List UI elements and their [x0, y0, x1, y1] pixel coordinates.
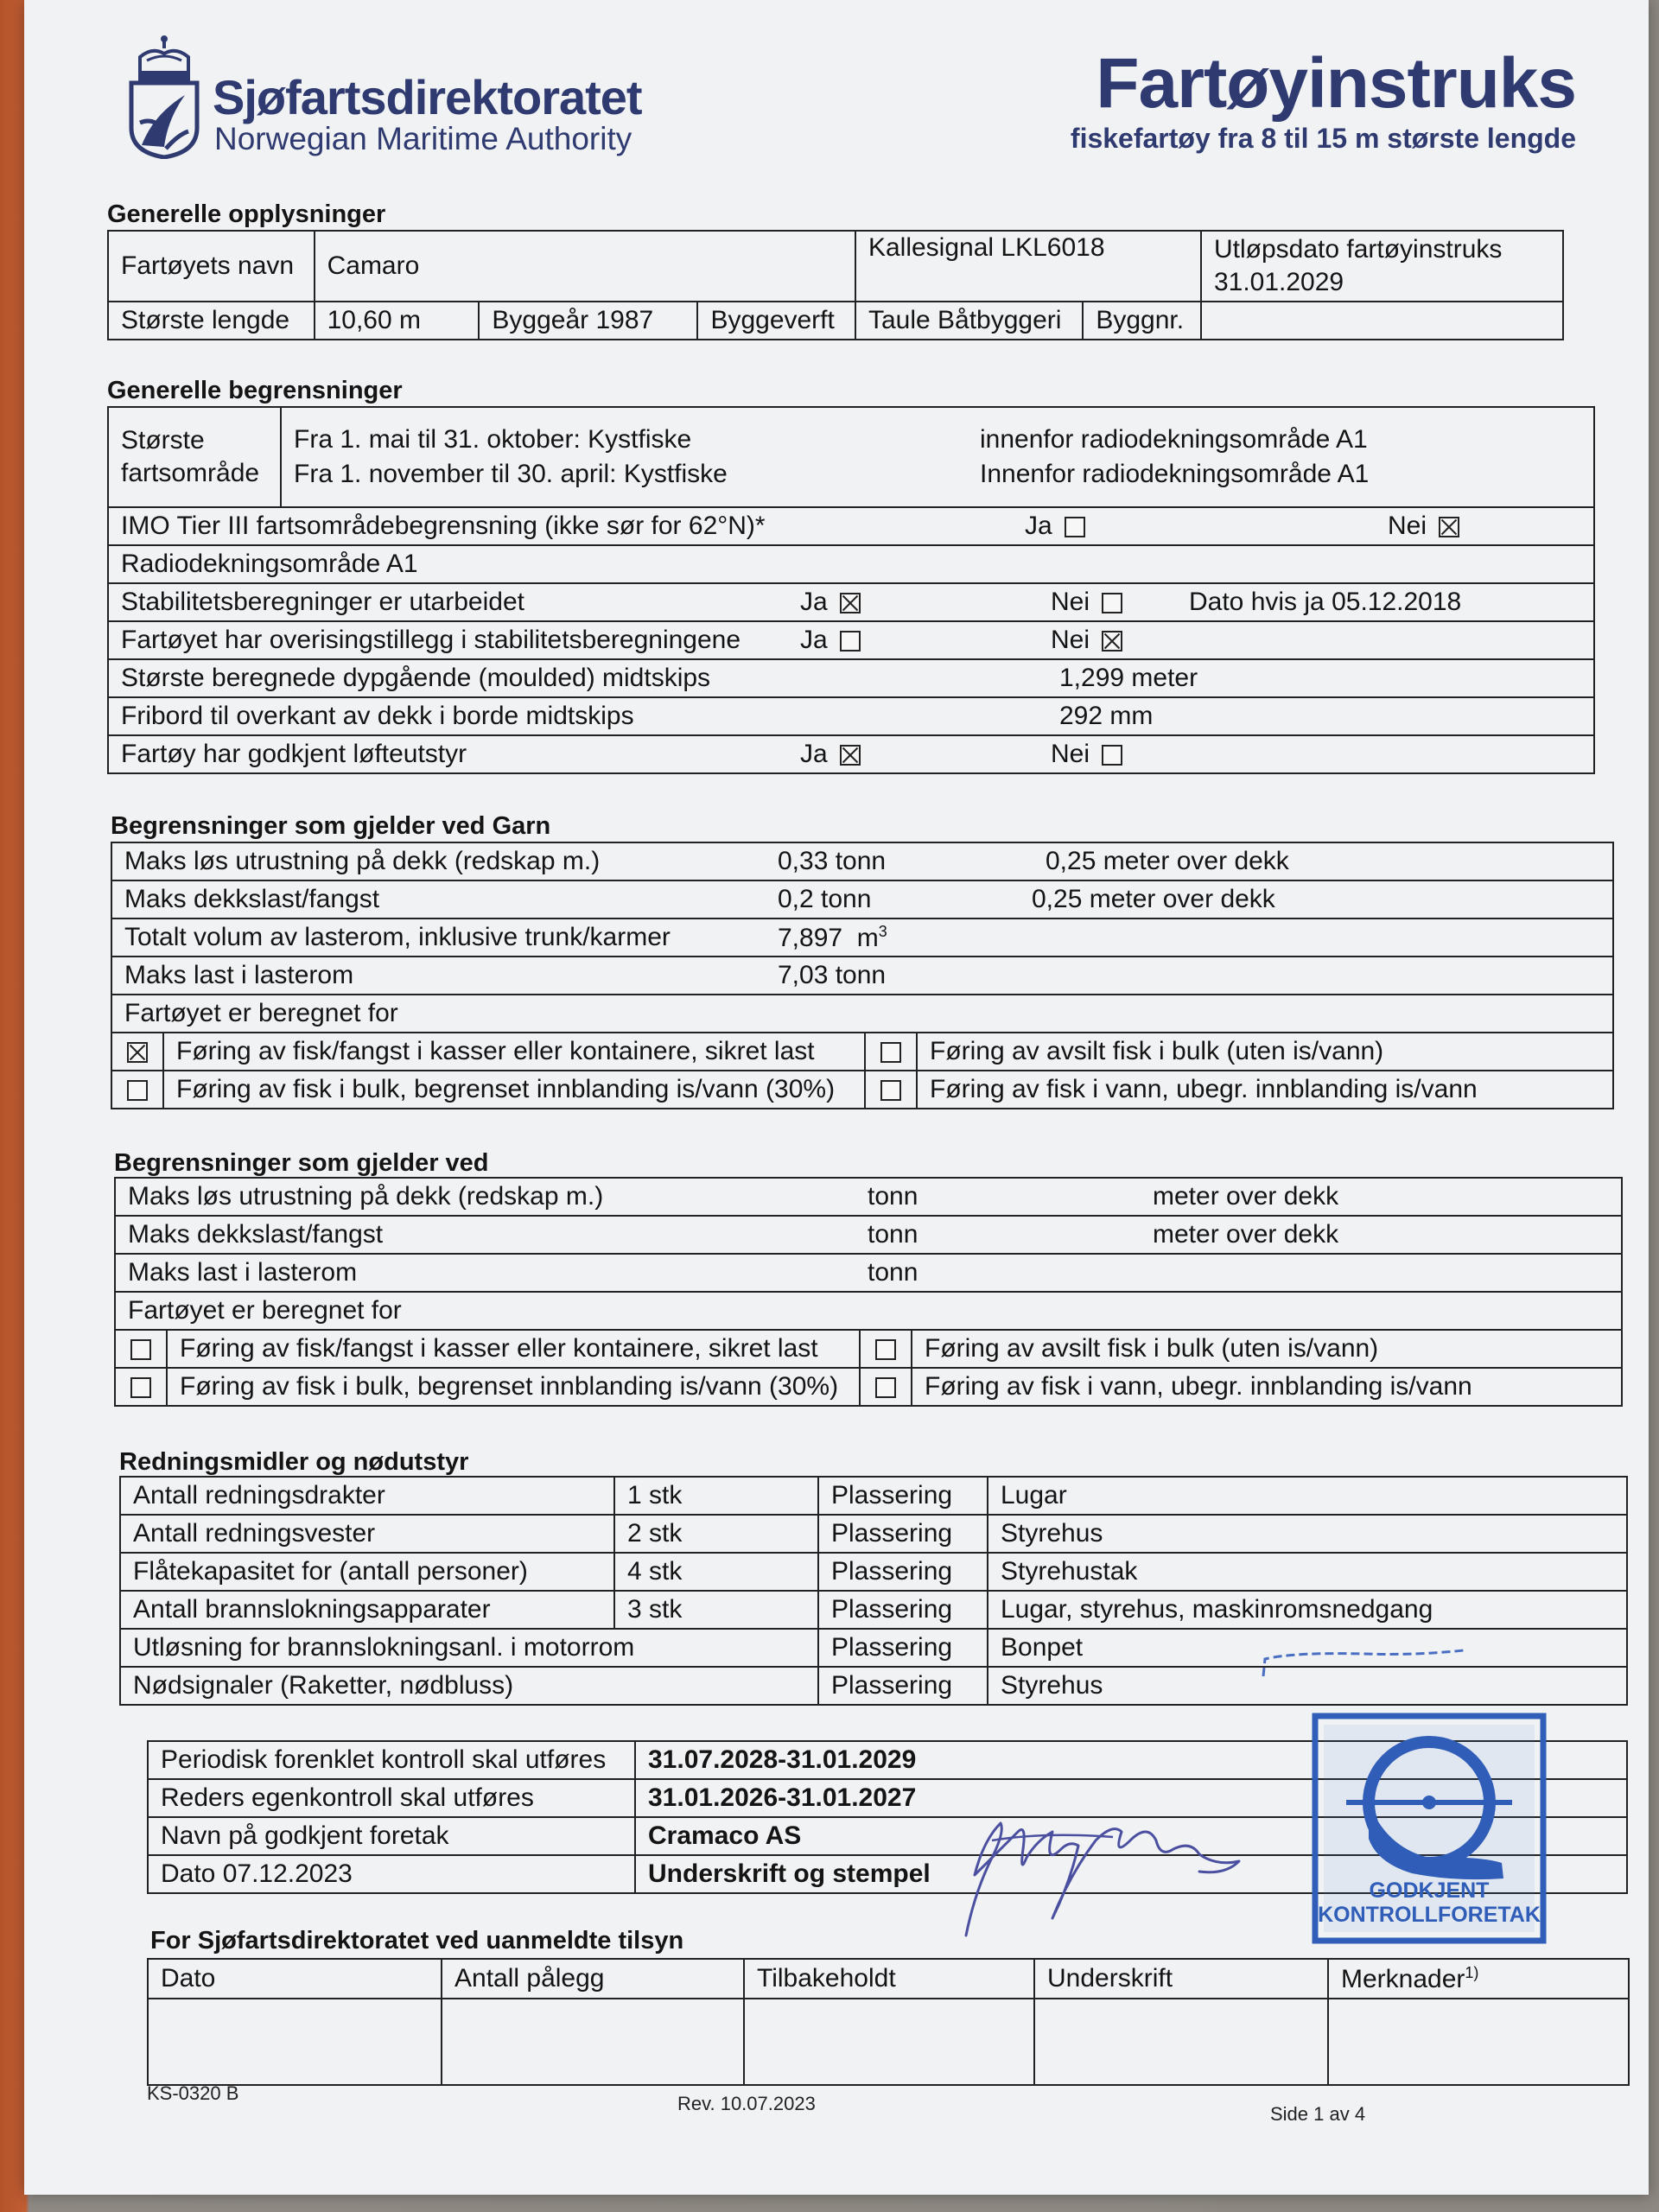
- org-name: Sjøfartsdirektoratet: [213, 70, 642, 124]
- other-hold-row: [115, 1254, 1622, 1292]
- garn-opt2-checkbox[interactable]: [880, 1042, 901, 1063]
- col-remarks-text: Merknader: [1341, 1964, 1465, 1993]
- rescue-placement-label: Plassering: [818, 1591, 988, 1629]
- area-line-2-right: Innenfor radiodekningsområde A1: [980, 460, 1370, 488]
- yard-label: Byggeverft: [697, 302, 855, 340]
- garn-deck-label: Maks dekkslast/fangst: [124, 885, 380, 913]
- length-label: Største lengde: [108, 302, 315, 340]
- icing-nei: [1051, 626, 1122, 655]
- section-title-other: Begrensninger som gjelder ved: [114, 1149, 489, 1177]
- section-title-garn: Begrensninger som gjelder ved Garn: [111, 812, 551, 840]
- document-title: Fartøyinstruks: [1096, 44, 1576, 123]
- rescue-placement-label: Plassering: [818, 1515, 988, 1553]
- garn-opt3-checkbox[interactable]: [127, 1080, 148, 1101]
- build-number-value: [1201, 302, 1563, 340]
- stamp-line-1: GODKJENT: [1369, 1878, 1490, 1903]
- build-number-label: Byggnr.: [1083, 302, 1201, 340]
- periodic-label: Periodisk forenklet kontroll skal utføres: [148, 1741, 635, 1779]
- other-limits-table: [114, 1177, 1623, 1407]
- vessel-name-value: Camaro: [315, 231, 855, 302]
- periodic-value: 31.07.2028-31.01.2029: [635, 1741, 1627, 1779]
- rescue-row: [120, 1515, 1627, 1553]
- col-signature: Underskrift: [1034, 1959, 1328, 1999]
- icing-nei-checkbox[interactable]: [1102, 631, 1122, 652]
- rescue-place: Lugar, styrehus, maskinromsnedgang: [988, 1591, 1627, 1629]
- imo-ja: [1025, 512, 1085, 541]
- lifting-nei: [1051, 740, 1122, 769]
- garn-opt1-label: Føring av fisk/fangst i kasser eller kontainere, sikret last: [163, 1033, 865, 1071]
- garn-hold-label: Maks last i lasterom: [124, 961, 354, 989]
- lifting-ja-checkbox[interactable]: [840, 745, 861, 766]
- lifting-ja: [800, 740, 861, 769]
- stability-label: Stabilitetsberegninger er utarbeidet: [121, 588, 524, 616]
- stability-ja-checkbox[interactable]: [840, 593, 861, 613]
- rescue-count: 4 stk: [614, 1553, 818, 1591]
- company-value: Cramaco AS: [635, 1817, 1627, 1855]
- area-line-1: [294, 423, 1581, 457]
- general-limits-table: [107, 406, 1595, 774]
- other-deck-label: Maks dekkslast/fangst: [128, 1220, 384, 1249]
- lifting-nei-label: Nei: [1051, 740, 1090, 768]
- section-title-inspection: For Sjøfartsdirektoratet ved uanmeldte tilsyn: [150, 1927, 684, 1955]
- rescue-row: [120, 1477, 1627, 1515]
- garn-loose-tonn: 0,33 tonn: [778, 847, 887, 875]
- other-opt1-label: Føring av fisk/fangst i kasser eller kontainere, sikret last: [167, 1330, 860, 1368]
- other-hold-label: Maks last i lasterom: [128, 1258, 358, 1287]
- rescue-label: Antall redningsdrakter: [120, 1477, 614, 1515]
- garn-loose-label: Maks løs utrustning på dekk (redskap m.): [124, 847, 601, 875]
- other-opt4-cell: [860, 1368, 912, 1406]
- section-title-rescue: Redningsmidler og nødutstyr: [119, 1448, 469, 1476]
- garn-loose-height: 0,25 meter over dekk: [1046, 847, 1289, 875]
- other-opt4-label: Føring av fisk i vann, ubegr. innblanding is/vann: [912, 1368, 1622, 1406]
- area-line-2-text: Fra 1. november til 30. april: Kystfiske: [294, 460, 728, 488]
- expiry-date: 31.01.2029: [1213, 268, 1344, 296]
- general-info-table: [107, 230, 1564, 340]
- freeboard-value: 292 mm: [1059, 702, 1154, 730]
- col-remarks: [1328, 1959, 1629, 1999]
- draught-value: 1,299 meter: [1059, 664, 1198, 692]
- imo-ja-label: Ja: [1025, 512, 1052, 540]
- stability-date: Dato hvis ja 05.12.2018: [1189, 588, 1462, 616]
- other-hold-tonn: tonn: [868, 1258, 918, 1287]
- rescue-place: Styrehustak: [988, 1553, 1627, 1591]
- org-subtitle: Norwegian Maritime Authority: [214, 121, 632, 156]
- other-loose-tonn: tonn: [868, 1182, 918, 1211]
- other-opt2-label: Føring av avsilt fisk i bulk (uten is/vann): [912, 1330, 1622, 1368]
- draught-row: [108, 659, 1594, 697]
- icing-ja-label: Ja: [800, 626, 828, 654]
- document-subtitle: fiskefartøy fra 8 til 15 m største lengde: [1070, 123, 1576, 154]
- expiry-cell: [1201, 231, 1563, 302]
- emblem-icon: [128, 79, 200, 159]
- other-loose-row: [115, 1178, 1622, 1216]
- col-held: Tilbakeholdt: [744, 1959, 1034, 1999]
- rescue-placement-label: Plassering: [818, 1667, 988, 1705]
- document-page: [24, 0, 1649, 2195]
- area-label-line-2: fartsområde: [121, 459, 260, 487]
- length-value: 10,60 m: [315, 302, 480, 340]
- garn-opt2-cell: [865, 1033, 917, 1071]
- other-opt1-checkbox[interactable]: [130, 1339, 151, 1360]
- section-title-general-limits: Generelle begrensninger: [107, 377, 403, 404]
- signals-place: Styrehus: [988, 1667, 1627, 1705]
- rescue-count: 2 stk: [614, 1515, 818, 1553]
- stability-ja: [800, 588, 861, 617]
- control-date: Dato 07.12.2023: [148, 1855, 635, 1893]
- garn-volume-unit: m: [856, 924, 879, 952]
- stability-nei-label: Nei: [1051, 588, 1090, 616]
- rescue-row: [120, 1553, 1627, 1591]
- stability-ja-label: Ja: [800, 588, 828, 616]
- yard-value: Taule Båtbyggeri: [855, 302, 1083, 340]
- stability-nei: [1051, 588, 1122, 617]
- icing-ja: [800, 626, 861, 655]
- other-loose-height: meter over dekk: [1153, 1182, 1339, 1211]
- area-value-cell: [281, 407, 1594, 507]
- garn-hold-value: 7,03 tonn: [778, 961, 887, 989]
- other-intended-row: [115, 1292, 1622, 1330]
- freeboard-row: [108, 697, 1594, 735]
- rescue-label: Antall brannslokningsapparater: [120, 1591, 614, 1629]
- icing-nei-label: Nei: [1051, 626, 1090, 654]
- rescue-row: [120, 1591, 1627, 1629]
- rescue-count: 3 stk: [614, 1591, 818, 1629]
- icing-ja-checkbox[interactable]: [840, 631, 861, 652]
- inspection-cell[interactable]: [1328, 1999, 1629, 2085]
- garn-volume-value: [778, 923, 887, 953]
- inspection-cell[interactable]: [1034, 1999, 1328, 2085]
- garn-opt1-cell: [111, 1033, 163, 1071]
- col-remarks-sup: 1): [1465, 1963, 1479, 1981]
- col-orders: Antall pålegg: [442, 1959, 744, 1999]
- build-year: Byggeår 1987: [479, 302, 697, 340]
- garn-opt3-label: Føring av fisk i bulk, begrenset innblanding is/vann (30%): [163, 1071, 865, 1109]
- garn-hold-row: [111, 957, 1613, 995]
- imo-ja-checkbox[interactable]: [1065, 517, 1085, 537]
- other-opt2-checkbox[interactable]: [875, 1339, 896, 1360]
- garn-opt2-label: Føring av avsilt fisk i bulk (uten is/vann): [917, 1033, 1613, 1071]
- rescue-count: 1 stk: [614, 1477, 818, 1515]
- garn-opt3-cell: [111, 1071, 163, 1109]
- inspection-table: [147, 1958, 1630, 2086]
- area-label-line-1: Største: [121, 426, 205, 454]
- rescue-label: Antall redningsvester: [120, 1515, 614, 1553]
- lifting-label: Fartøy har godkjent løfteutstyr: [121, 740, 467, 768]
- expiry-label: Utløpsdato fartøyinstruks: [1213, 235, 1503, 264]
- imo-nei-checkbox[interactable]: [1439, 517, 1459, 537]
- imo-row: [108, 507, 1594, 545]
- radio-row: [108, 545, 1594, 583]
- imo-nei: [1388, 512, 1459, 541]
- garn-opt1-checkbox[interactable]: [127, 1042, 148, 1063]
- rescue-label: Flåtekapasitet for (antall personer): [120, 1553, 614, 1591]
- release-place: Bonpet: [988, 1629, 1627, 1667]
- rescue-placement-label: Plassering: [818, 1629, 988, 1667]
- inspection-cell[interactable]: [442, 1999, 744, 2085]
- garn-volume-unit-sup: 3: [878, 923, 887, 940]
- garn-volume-number: 7,897: [778, 924, 843, 952]
- garn-volume-row: [111, 918, 1613, 957]
- signature-image: [940, 1806, 1251, 1944]
- garn-deck-row: [111, 880, 1613, 918]
- radio-label: Radiodekningsområde A1: [121, 550, 418, 578]
- owner-value: 31.01.2026-31.01.2027: [635, 1779, 1627, 1817]
- other-deck-tonn: tonn: [868, 1220, 918, 1249]
- lifting-nei-checkbox[interactable]: [1102, 745, 1122, 766]
- lifting-row: [108, 735, 1594, 773]
- rescue-placement-label: Plassering: [818, 1477, 988, 1515]
- freeboard-label: Fribord til overkant av dekk i borde midtskips: [121, 702, 634, 730]
- crown-icon: [135, 35, 194, 86]
- garn-volume-label: Totalt volum av lasterom, inklusive trunk/karmer: [124, 923, 671, 951]
- lifting-ja-label: Ja: [800, 740, 828, 768]
- stamp-line-2: KONTROLLFORETAK: [1318, 1903, 1541, 1927]
- garn-deck-height: 0,25 meter over dekk: [1032, 885, 1275, 913]
- vessel-name-label: Fartøyets navn: [108, 231, 315, 302]
- inspection-cell[interactable]: [744, 1999, 1034, 2085]
- other-opt3-checkbox[interactable]: [130, 1377, 151, 1398]
- icing-label: Fartøyet har overisingstillegg i stabilitetsberegningene: [121, 626, 741, 654]
- imo-nei-label: Nei: [1388, 512, 1427, 540]
- ink-mark: [1260, 1642, 1467, 1694]
- garn-intended-label: Fartøyet er beregnet for: [124, 999, 398, 1027]
- form-id: KS-0320 B: [147, 2082, 239, 2104]
- other-intended-label: Fartøyet er beregnet for: [128, 1296, 402, 1325]
- company-label: Navn på godkjent foretak: [148, 1817, 635, 1855]
- area-label-cell: [108, 407, 281, 507]
- stability-nei-checkbox[interactable]: [1102, 593, 1122, 613]
- document-header: [107, 35, 1576, 173]
- imo-label: IMO Tier III fartsområdebegrensning (ikke sør for 62°N)*: [121, 512, 766, 540]
- garn-intended-row: [111, 995, 1613, 1033]
- garn-opt4-checkbox[interactable]: [880, 1080, 901, 1101]
- other-opt4-checkbox[interactable]: [875, 1377, 896, 1398]
- page-number: Side 1 av 4: [1270, 2103, 1366, 2125]
- garn-opt4-label: Føring av fisk i vann, ubegr. innblanding is/vann: [917, 1071, 1613, 1109]
- signature-label: Underskrift og stempel: [635, 1855, 1627, 1893]
- revision: Rev. 10.07.2023: [677, 2093, 816, 2114]
- icing-row: [108, 621, 1594, 659]
- draught-label: Største beregnede dypgående (moulded) midtskips: [121, 664, 711, 692]
- authority-logo: [107, 35, 677, 164]
- rescue-place: Styrehus: [988, 1515, 1627, 1553]
- area-line-1-text: Fra 1. mai til 31. oktober: Kystfiske: [294, 425, 692, 454]
- section-title-general-info: Generelle opplysninger: [107, 200, 386, 228]
- other-deck-row: [115, 1216, 1622, 1254]
- rescue-placement-label: Plassering: [818, 1553, 988, 1591]
- col-date: Dato: [148, 1959, 442, 1999]
- callsign-value: Kallesignal LKL6018: [855, 231, 1201, 302]
- signals-label: Nødsignaler (Raketter, nødbluss): [120, 1667, 818, 1705]
- garn-opt4-cell: [865, 1071, 917, 1109]
- garn-loose-row: [111, 842, 1613, 880]
- owner-label: Reders egenkontroll skal utføres: [148, 1779, 635, 1817]
- other-opt3-cell: [115, 1368, 167, 1406]
- stability-row: [108, 583, 1594, 621]
- garn-deck-tonn: 0,2 tonn: [778, 885, 872, 913]
- garn-table: [111, 842, 1614, 1109]
- other-opt1-cell: [115, 1330, 167, 1368]
- other-opt3-label: Føring av fisk i bulk, begrenset innblanding is/vann (30%): [167, 1368, 860, 1406]
- other-loose-label: Maks løs utrustning på dekk (redskap m.): [128, 1182, 604, 1211]
- area-line-1-right: innenfor radiodekningsområde A1: [980, 425, 1368, 454]
- other-opt2-cell: [860, 1330, 912, 1368]
- approval-stamp: [1308, 1709, 1550, 1948]
- area-line-2: [294, 457, 1581, 492]
- rescue-place: Lugar: [988, 1477, 1627, 1515]
- release-label: Utløsning for brannslokningsanl. i motorrom: [120, 1629, 818, 1667]
- inspection-cell[interactable]: [148, 1999, 442, 2085]
- other-deck-height: meter over dekk: [1153, 1220, 1339, 1249]
